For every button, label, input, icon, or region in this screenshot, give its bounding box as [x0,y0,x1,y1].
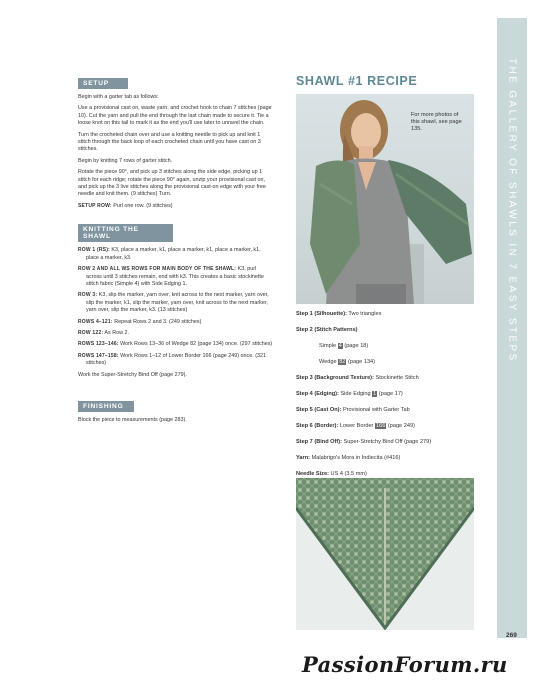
row-147-158: ROWS 147–158: Work Rows 1–12 of Lower Border 166 (page 249) once. (321 stitches) [78,352,267,367]
step-5: Step 5 (Cast On): Provisional with Garter Tab [296,407,410,413]
setup-p2: Use a provisional cast on, waste yarn, and crochet hook to chain 7 stitches (page 10). Cut the yarn and pull the end through the last chain made to secure it. Tie a loose knot on this tail to mark it as the end you'll use later to unravel the chain. [78,105,272,127]
shawl-photo-illustration [296,478,474,630]
bind-off-text: Work the Super-Stretchy Bind Off (page 279). [78,371,187,378]
row-2: ROW 2 AND ALL WS ROWS FOR MAIN BODY OF THE SHAWL: K3, purl across until 3 stitches remain, end with k3. This creates a basic stockinette stitch fabric (Simple 4) with Side Edging 1. [78,266,264,287]
row-1: ROW 1 (RS): K3, place a marker, k1, place a marker, k1, place a marker, k1, place a marker, k3. [78,247,261,261]
recipe-title: SHAWL #1 RECIPE [296,74,418,88]
photo-note: For more photos of this shawl, see page 135. [411,112,462,132]
setup-p1: Begin with a garter tab as follows: [78,94,159,100]
step-6: Step 6 (Border): Lower Border 166 (page 249) [296,423,415,429]
setup-p4: Begin by knitting 7 rows of garter stitch. [78,157,173,164]
setup-p3: Turn the crocheted chain over and use a knitting needle to pick up and knit 1 stitch through the back loop of each crocheted chain until you have cast on 3 stitches. [78,131,261,153]
finishing-heading: FINISHING [78,401,134,412]
yarn-spec: Yarn: Malabrigo's Mora in Indiecita (#416) [296,455,401,461]
instructions-column [78,72,273,428]
step-2-simple: Simple 4 (page 18) [319,343,369,349]
setup-p5: Rotate the piece 90°, and pick up 3 stitches along the side edge, picking up 1 stitch for each ridge; rotate the piece 90° again, unzip your provisional cast on, and pick up the 3 live stitches along the provisional cast-on edge with your free needle and knit them. (9 stitches) Turn. [78,169,266,198]
step-1: Step 1 (Silhouette): Two triangles [296,311,382,317]
shawl-photo [296,478,474,630]
setup-row: SETUP ROW: Purl one row. (9 stitches) [78,202,173,209]
finishing-p1: Block the piece to measurements (page 283). [78,416,187,423]
step-2: Step 2 (Stitch Patterns) [296,327,358,333]
step-4: Step 4 (Edging): Side Edging 1 (page 17) [296,391,403,397]
step-7: Step 7 (Bind Off): Super-Stretchy Bind Off (page 279) [296,439,432,445]
row-3: ROW 3: K3, slip the marker, yarn over, knit across to the next marker, yarn over, slip the marker, k1, slip the marker, yarn over, knit across to the next marker, yarn over, slip the marker, k3. (13 stitches) [78,292,269,314]
row-4-121: ROWS 4–121: Repeat Rows 2 and 3. (249 stitches) [78,318,202,325]
row-123-146: ROWS 123–146: Work Rows 13–36 of Wedge 82 (page 134) once. (297 stitches) [78,341,273,348]
knitting-heading: KNITTING THE SHAWL [78,224,173,242]
step-3: Step 3 (Background Texture): Stockinette Stitch [296,375,419,381]
page-number: 269 [506,632,517,639]
watermark: PassionForum.ru [302,652,508,677]
setup-heading: SETUP [78,78,128,89]
step-2-wedge: Wedge 82 (page 134) [319,359,376,365]
row-122: ROW 122: As Row 2. [78,329,129,336]
chapter-title-vertical: THE GALLERY OF SHAWLS IN 7 EASY STEPS [506,58,518,363]
needle-spec: Needle Size: US 4 (3.5 mm) [296,471,367,477]
